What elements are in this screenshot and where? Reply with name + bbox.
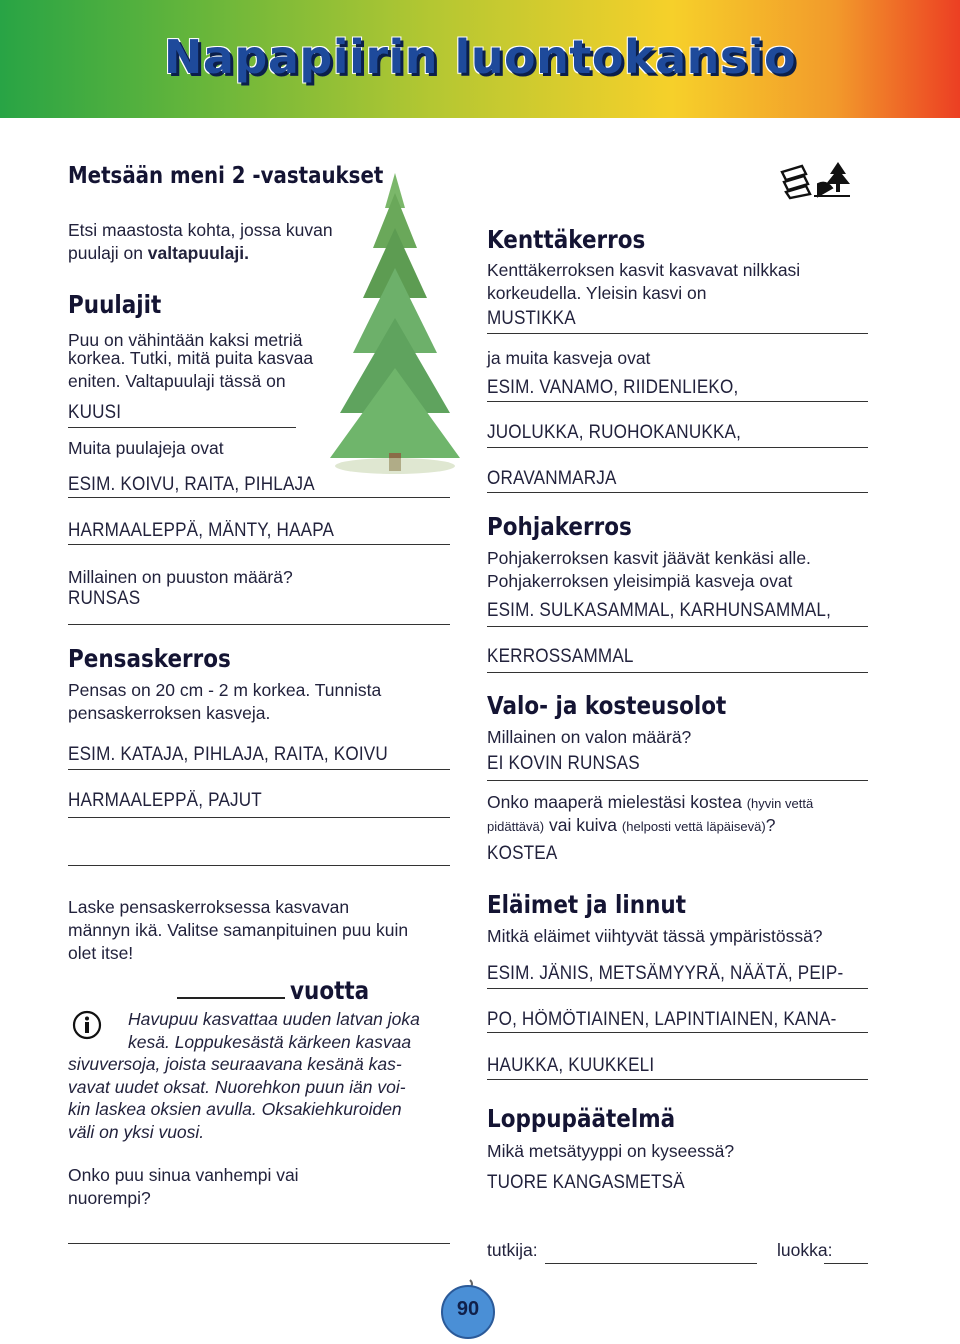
answer-kuusi: KUUSI	[68, 402, 122, 423]
puulajit-q3: Millainen on puuston määrä?	[68, 567, 293, 587]
info-icon	[72, 1010, 102, 1040]
tutkija-label: tutkija:	[487, 1240, 538, 1260]
intro-line2	[68, 242, 249, 265]
valo-q2-end: ?	[765, 815, 776, 835]
puulajit-l3: eniten. Valtapuulaji tässä on	[68, 371, 286, 391]
loppu-q1: Mikä metsätyyppi on kyseessä?	[487, 1141, 735, 1161]
kentta-l2: korkeudella. Yleisin kasvi on	[487, 283, 707, 303]
info-l1: Havupuu kasvattaa uuden latvan joka	[128, 1009, 420, 1029]
answer-elaimet-b: PO, HÖMÖTIAINEN, LAPINTIAINEN, KANA-	[487, 1009, 837, 1030]
valo-q2-small2: (helposti vettä läpäisevä)	[621, 819, 766, 834]
answer-line	[68, 497, 450, 498]
answer-line	[487, 492, 868, 493]
answer-elaimet-c: HAUKKA, KUUKKELI	[487, 1055, 655, 1076]
answer-line	[487, 672, 868, 673]
answer-line	[68, 769, 450, 770]
valo-heading: Valo- ja kosteusolot	[487, 691, 727, 720]
answer-line	[487, 626, 868, 627]
answer-line	[487, 447, 868, 448]
final-q-l1: Onko puu sinua vanhempi vai	[68, 1165, 299, 1185]
answer-line	[68, 427, 296, 428]
intro-text: puulaji on	[68, 243, 148, 263]
pensas-q2-l1: Laske pensaskerroksessa kasvavan	[68, 897, 350, 917]
answer-line	[68, 1243, 450, 1244]
valo-q1: Millainen on valon määrä?	[487, 727, 692, 747]
main-heading: Metsään meni 2 -vastaukset	[68, 163, 384, 189]
puulajit-l1: Puu on vähintään kaksi metriä	[68, 330, 303, 350]
answer-line	[68, 624, 450, 625]
answer-line	[68, 544, 450, 545]
answer-pohja-a: ESIM. SULKASAMMAL, KARHUNSAMMAL,	[487, 600, 832, 621]
info-l6: väli on yksi vuosi.	[68, 1122, 205, 1142]
pensas-q2-l2: männyn ikä. Valitse samanpituinen puu kuin	[68, 920, 409, 940]
valo-q2-l2	[487, 814, 775, 838]
answer-line	[487, 1032, 868, 1033]
luokka-field[interactable]	[824, 1263, 868, 1264]
info-l4: vavat uudet oksat. Nuorehkon puun iän voi-	[68, 1077, 406, 1097]
pensas-q2-l3: olet itse!	[68, 943, 134, 963]
pohja-l1: Pohjakerroksen kasvit jäävät kenkäsi alle.	[487, 548, 811, 568]
pohja-l2: Pohjakerroksen yleisimpiä kasveja ovat	[487, 571, 793, 591]
pensas-l1: Pensas on 20 cm - 2 m korkea. Tunnista	[68, 680, 382, 700]
answer-line	[487, 1079, 868, 1080]
answer-line	[487, 401, 868, 402]
answer-elaimet-a: ESIM. JÄNIS, METSÄMYYRÄ, NÄÄTÄ, PEIP-	[487, 963, 844, 984]
final-q-l2: nuorempi?	[68, 1188, 151, 1208]
intro-bold: valtapuulaji.	[147, 243, 249, 263]
intro-line1: Etsi maastosta kohta, jossa kuvan	[68, 220, 333, 240]
answer-kostea: KOSTEA	[487, 843, 558, 864]
page-title: Napapiirin luontokansio	[163, 30, 797, 84]
valo-q2-small: (hyvin vettä	[746, 796, 814, 811]
answer-pensas-a: ESIM. KATAJA, PIHLAJA, RAITA, KOIVU	[68, 744, 388, 765]
answer-metsatyyppi: TUORE KANGASMETSÄ	[487, 1172, 685, 1193]
answer-pensas-b: HARMAALEPPÄ, PAJUT	[68, 790, 262, 811]
answer-valo: EI KOVIN RUNSAS	[487, 753, 640, 774]
info-l5: kin laskea oksien avulla. Oksakiehkuroiden	[68, 1099, 402, 1119]
spruce-tree-illustration	[325, 168, 465, 478]
puulajit-heading: Puulajit	[68, 290, 162, 319]
info-l3: sivuversoja, joista seuraavana kesänä kas-	[68, 1054, 402, 1074]
valo-q2-l1	[487, 791, 813, 815]
valo-q2-mid: vai kuiva	[544, 815, 622, 835]
answer-line	[487, 780, 868, 781]
puulajit-l2: korkea. Tutki, mitä puita kasvaa	[68, 348, 314, 368]
answer-mustikka: MUSTIKKA	[487, 308, 576, 329]
pohjakerros-heading: Pohjakerros	[487, 512, 632, 541]
kenttakerros-heading: Kenttäkerros	[487, 225, 646, 254]
vuotta-line	[177, 997, 285, 999]
info-l2: kesä. Loppukesästä kärkeen kasvaa	[128, 1032, 412, 1052]
kentta-l1: Kenttäkerroksen kasvit kasvavat nilkkasi	[487, 260, 801, 280]
answer-pohja-b: KERROSSAMMAL	[487, 646, 634, 667]
answer-kentta-b: JUOLUKKA, RUOHOKANUKKA,	[487, 422, 742, 443]
book-forest-icon	[780, 160, 852, 200]
answer-puulajit-a: ESIM. KOIVU, RAITA, PIHLAJA	[68, 474, 315, 495]
vuotta-label: vuotta	[290, 976, 370, 1005]
pensaskerros-heading: Pensaskerros	[68, 644, 231, 673]
loppupaatelma-heading: Loppupäätelmä	[487, 1104, 676, 1133]
luokka-label: luokka:	[777, 1240, 833, 1260]
answer-line	[487, 333, 868, 334]
tutkija-field[interactable]	[545, 1263, 757, 1264]
answer-line	[68, 817, 450, 818]
valo-q2-small1: pidättävä)	[487, 819, 545, 834]
valo-q2-text: Onko maaperä mielestäsi kostea	[487, 792, 747, 812]
pensas-l2: pensaskerroksen kasveja.	[68, 703, 271, 723]
answer-runsas: RUNSAS	[68, 588, 141, 609]
puulajit-q2: Muita puulajeja ovat	[68, 438, 224, 458]
answer-line	[487, 988, 868, 989]
answer-puulajit-b: HARMAALEPPÄ, MÄNTY, HAAPA	[68, 520, 335, 541]
elaimet-q1: Mitkä eläimet viihtyvät tässä ympäristössä?	[487, 926, 823, 946]
page-number: 90	[456, 1298, 480, 1320]
answer-kentta-c: ORAVANMARJA	[487, 468, 617, 489]
elaimet-heading: Eläimet ja linnut	[487, 890, 686, 919]
answer-line	[68, 865, 450, 866]
kentta-q2: ja muita kasveja ovat	[487, 348, 651, 368]
answer-kentta-a: ESIM. VANAMO, RIIDENLIEKO,	[487, 377, 739, 398]
